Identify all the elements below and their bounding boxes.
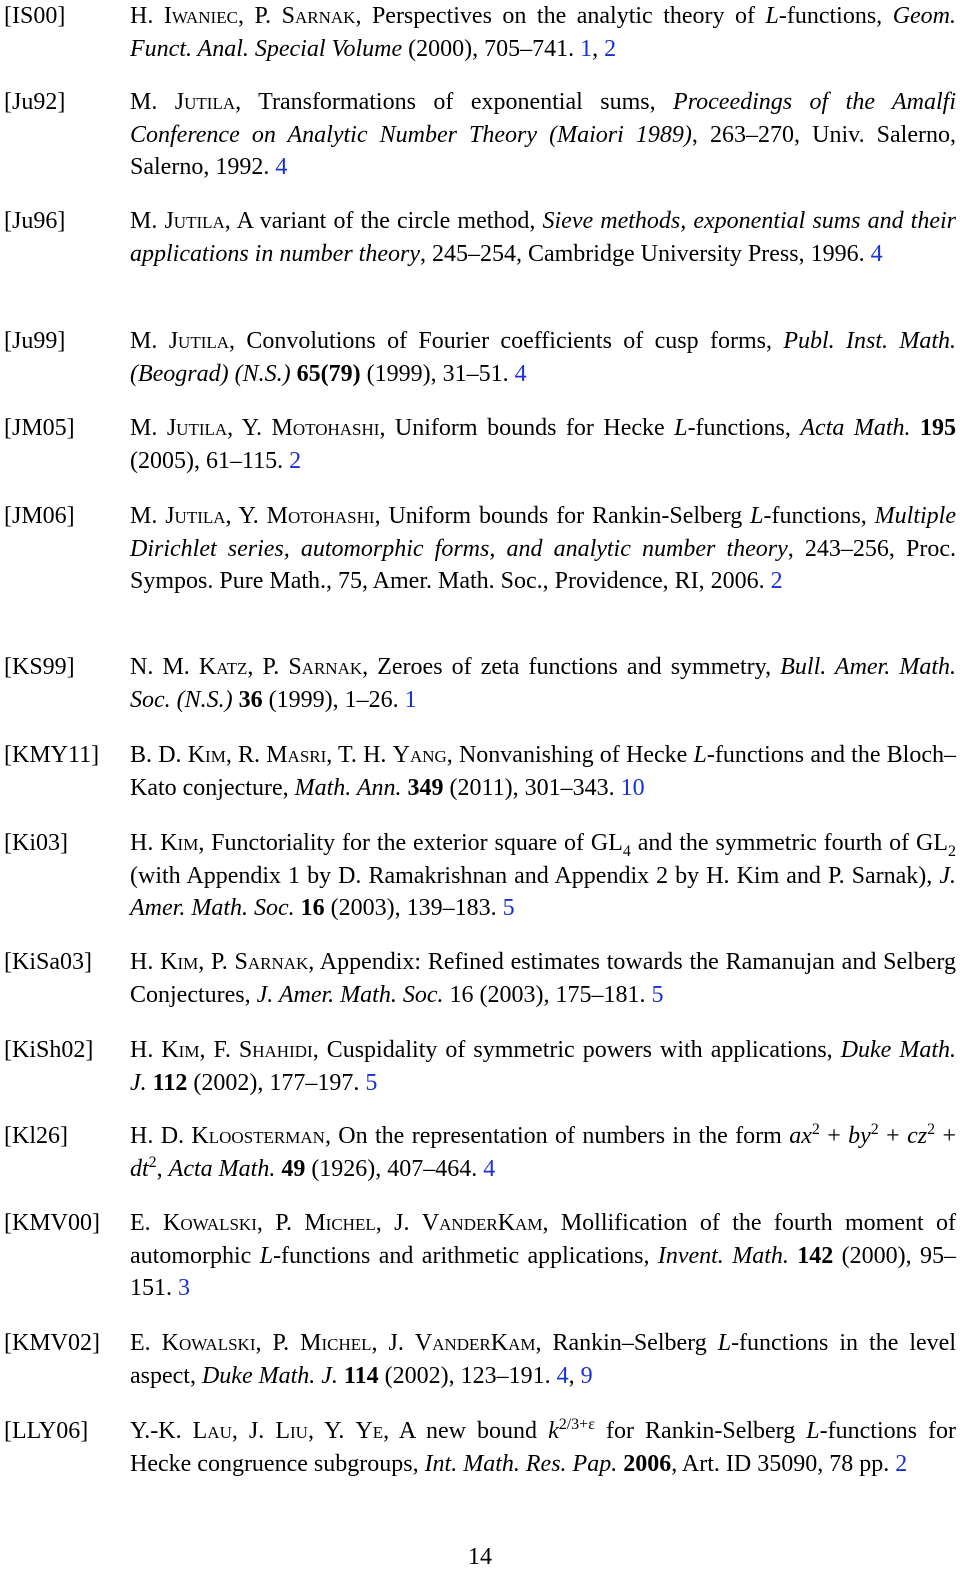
reference-fragment: , 245–254, Cambridge University Press, 1996.	[419, 240, 871, 267]
reference-fragment: dt	[130, 1155, 149, 1182]
reference-fragment: , Nonvanishing of Hecke	[446, 742, 694, 768]
reference-fragment: , Y.	[227, 415, 272, 441]
reference-fragment: , A new bound	[383, 1418, 549, 1444]
reference-fragment: 349	[407, 774, 444, 801]
reference-fragment: M.	[130, 208, 165, 234]
reference-fragment: +	[819, 1123, 849, 1149]
page-backlink[interactable]: 5	[365, 1069, 378, 1096]
reference-fragment: 4	[622, 842, 631, 860]
reference-fragment: , R.	[225, 742, 267, 768]
reference-fragment: 112	[152, 1069, 188, 1096]
reference-fragment: -functions,	[687, 415, 801, 441]
reference-key: [KMY11]	[4, 742, 100, 768]
reference-fragment: , Perspectives on the analytic theory of	[355, 3, 766, 29]
reference-fragment: +	[935, 1123, 957, 1149]
reference-fragment: and the symmetric fourth of GL	[630, 830, 948, 856]
page-backlink[interactable]: 2	[289, 447, 302, 474]
reference-fragment: ax	[789, 1123, 812, 1149]
reference-fragment: H.	[130, 949, 161, 975]
reference-fragment: (with Appendix 1 by D. Ramakrishnan and Appendix 2 by H. Kim and P. Sarnak),	[130, 862, 940, 889]
page-backlink[interactable]: 9	[580, 1362, 593, 1389]
reference-fragment: Multiple Dirichlet series, automorphic forms, and analytic number theory	[130, 503, 956, 562]
reference-fragment: , Transformations of exponential sums,	[235, 89, 674, 115]
reference-text	[130, 86, 956, 184]
reference-fragment: , On the representation of numbers in the form	[324, 1123, 790, 1149]
reference-fragment: , P.	[198, 949, 235, 975]
reference-fragment: Acta Math.	[800, 415, 911, 441]
reference-fragment: Kloosterman	[191, 1123, 325, 1149]
reference-fragment: , J.	[231, 1418, 276, 1444]
reference-fragment: J. Amer. Math. Soc.	[130, 862, 956, 922]
reference-fragment: Duke Math. J.	[130, 1037, 956, 1096]
reference-text	[130, 1207, 956, 1305]
reference-text	[130, 0, 956, 65]
reference-fragment: Ye	[355, 1418, 384, 1444]
page-backlink[interactable]: 2	[604, 35, 617, 62]
reference-fragment: +	[878, 1123, 908, 1149]
reference-fragment: , Appendix: Refined estimates towards the Ramanujan and Selberg Conjectures,	[130, 949, 956, 1008]
reference-fragment: Jutila	[166, 415, 228, 441]
reference-fragment: 2	[811, 1121, 820, 1138]
reference-text	[130, 412, 956, 477]
reference-fragment: -functions,	[778, 3, 893, 29]
reference-fragment: M.	[130, 89, 175, 115]
reference-fragment: Shahidi	[238, 1037, 313, 1063]
page-backlink[interactable]: 5	[502, 895, 515, 922]
reference-text	[130, 651, 956, 716]
reference-text	[130, 1034, 956, 1099]
page-backlink[interactable]: 1	[580, 35, 593, 62]
reference-fragment: Kowalski	[161, 1330, 256, 1356]
reference-fragment: cz	[907, 1123, 928, 1149]
reference-fragment: H.	[130, 3, 164, 29]
reference-text	[130, 739, 956, 804]
reference-key: [KMV00]	[4, 1210, 100, 1236]
reference-fragment: L	[750, 503, 764, 529]
reference-fragment: 2006	[623, 1450, 672, 1477]
reference-fragment: 2	[927, 1121, 936, 1138]
reference-fragment: by	[848, 1123, 871, 1149]
reference-fragment: for Rankin-Selberg	[594, 1418, 807, 1444]
reference-fragment: -functions in the level aspect,	[130, 1330, 956, 1389]
reference-fragment: Michel	[300, 1330, 372, 1356]
reference-fragment: , Functoriality for the exterior square of GL	[198, 830, 623, 856]
reference-fragment: , Cuspidality of symmetric powers with applications,	[312, 1037, 841, 1063]
reference-fragment: , P.	[237, 3, 282, 29]
reference-fragment: Lau	[192, 1418, 232, 1444]
reference-fragment: , 263–270, Univ. Salerno, Salerno, 1992.	[130, 121, 956, 181]
reference-text	[130, 946, 956, 1011]
reference-key: [Kl26]	[4, 1123, 68, 1149]
page-backlink[interactable]: 4	[556, 1362, 569, 1389]
reference-fragment: E.	[130, 1330, 162, 1356]
reference-fragment: (2005), 61–115.	[130, 447, 290, 474]
reference-text	[130, 1327, 956, 1392]
page-backlink[interactable]: 4	[275, 154, 288, 181]
page-backlink[interactable]: 5	[651, 981, 664, 1008]
reference-fragment: Y.-K.	[130, 1418, 193, 1444]
reference-fragment: 36	[238, 686, 263, 713]
reference-fragment: 2	[948, 842, 956, 860]
reference-fragment	[789, 1243, 797, 1269]
reference-fragment: Liu	[275, 1418, 308, 1444]
reference-fragment: , Convolutions of Fourier coefficients of cusp forms,	[229, 328, 784, 354]
reference-fragment: -functions for Hecke congruence subgroups,	[130, 1418, 957, 1477]
reference-key: [JM06]	[4, 503, 75, 529]
reference-fragment: , J.	[375, 1210, 422, 1236]
reference-fragment: L	[674, 415, 688, 441]
reference-fragment: M.	[130, 503, 166, 529]
reference-fragment: ,	[568, 1362, 581, 1389]
reference-fragment: L	[717, 1330, 732, 1356]
reference-fragment: Jutila	[168, 328, 230, 354]
reference-key: [KiSa03]	[4, 949, 92, 975]
reference-fragment: L	[765, 3, 779, 29]
reference-fragment: , A variant of the circle method,	[224, 208, 543, 234]
reference-fragment: (2000), 705–741.	[402, 35, 581, 62]
reference-fragment: B. D.	[130, 742, 188, 768]
reference-fragment: (2002), 123–191.	[378, 1362, 557, 1389]
reference-fragment: Sarnak	[288, 654, 363, 680]
reference-fragment: , Uniform bounds for Hecke	[379, 415, 675, 441]
reference-fragment: Int. Math. Res. Pap.	[424, 1450, 618, 1477]
reference-fragment: Jutila	[174, 89, 236, 115]
reference-fragment: Motohashi	[271, 415, 380, 441]
reference-fragment: Kowalski	[163, 1210, 257, 1236]
reference-fragment: Iwaniec	[163, 3, 238, 29]
reference-fragment: Invent. Math.	[657, 1242, 789, 1269]
reference-text	[130, 205, 956, 270]
reference-fragment: L	[806, 1418, 820, 1444]
reference-fragment: E.	[130, 1210, 164, 1236]
reference-fragment: Sieve methods, exponential sums and their applications in number theory	[130, 208, 957, 267]
reference-fragment: Kim	[161, 1037, 200, 1063]
reference-fragment: L	[259, 1242, 274, 1269]
reference-fragment: 2/3+ε	[558, 1416, 595, 1433]
reference-fragment: M.	[130, 415, 167, 441]
reference-fragment: (2011), 301–343.	[443, 774, 621, 801]
reference-fragment: , Y.	[225, 503, 267, 529]
reference-fragment: Bull. Amer. Math. Soc. (N.S.)	[130, 654, 957, 713]
reference-fragment: (1926), 407–464.	[305, 1155, 484, 1182]
reference-fragment: Kim	[187, 742, 226, 768]
reference-fragment: Duke Math. J.	[201, 1362, 338, 1389]
reference-fragment: , F.	[199, 1037, 239, 1063]
reference-fragment: M.	[130, 328, 169, 354]
page-backlink[interactable]: 4	[514, 360, 527, 387]
reference-fragment: Sarnak	[281, 3, 356, 29]
reference-fragment: (2002), 177–197.	[187, 1069, 366, 1096]
reference-fragment: Acta Math.	[168, 1155, 276, 1182]
reference-fragment: Michel	[304, 1210, 376, 1236]
reference-fragment: Kim	[160, 949, 199, 975]
page-backlink[interactable]: 3	[178, 1275, 190, 1302]
reference-fragment: Geom. Funct. Anal. Special Volume	[130, 3, 957, 62]
reference-fragment: , P.	[247, 654, 289, 680]
reference-fragment: VanderKam	[414, 1330, 536, 1356]
reference-fragment: 142	[797, 1242, 834, 1269]
reference-fragment: Sarnak	[234, 949, 309, 975]
reference-fragment: -functions and the Bloch–Kato conjecture,	[130, 742, 956, 801]
reference-fragment: 114	[343, 1362, 379, 1389]
reference-key: [LLY06]	[4, 1418, 89, 1444]
reference-fragment: , Rankin–Selberg	[535, 1330, 718, 1356]
reference-fragment: , 243–256, Proc. Sympos. Pure Math., 75, Amer. Math. Soc., Providence, RI, 2006.	[130, 535, 956, 595]
reference-text	[130, 325, 956, 390]
reference-fragment: , J.	[371, 1330, 415, 1356]
reference-text	[130, 1120, 956, 1185]
reference-fragment: Publ. Inst. Math. (Beograd) (N.S.)	[130, 328, 956, 387]
reference-fragment: 2	[148, 1153, 157, 1171]
reference-fragment: , Y.	[307, 1418, 356, 1444]
page-backlink[interactable]: 10	[620, 774, 645, 801]
reference-fragment: -functions and arithmetic applications,	[273, 1242, 658, 1269]
reference-fragment: 16	[300, 895, 325, 922]
reference-fragment: -functions,	[763, 503, 875, 529]
reference-fragment: (1999), 31–51.	[360, 360, 515, 387]
reference-fragment: Jutila	[164, 208, 225, 234]
reference-fragment: , Zeroes of zeta functions and symmetry,	[362, 654, 781, 680]
reference-fragment: 65(79)	[296, 360, 361, 387]
reference-fragment: VanderKam	[421, 1210, 543, 1236]
reference-fragment: , P.	[255, 1330, 301, 1356]
reference-text	[130, 827, 956, 925]
page-backlink[interactable]: 4	[870, 240, 883, 267]
page-backlink[interactable]: 4	[483, 1155, 496, 1182]
reference-fragment: ,	[592, 35, 605, 62]
reference-fragment: k	[548, 1418, 559, 1444]
reference-fragment: 2	[870, 1121, 879, 1138]
page-backlink[interactable]: 2	[895, 1450, 908, 1477]
reference-fragment: J. Amer. Math. Soc.	[256, 981, 444, 1008]
reference-fragment: N. M.	[130, 654, 199, 680]
reference-fragment: (2003), 139–183.	[324, 895, 503, 922]
reference-text	[130, 500, 956, 598]
reference-fragment: , P.	[256, 1210, 305, 1236]
reference-fragment: H.	[130, 1037, 162, 1063]
reference-fragment: Jutila	[165, 503, 226, 529]
reference-key: [KS99]	[4, 654, 75, 680]
page-number: 14	[468, 1544, 492, 1570]
reference-fragment: (2000), 95–151.	[130, 1242, 957, 1302]
reference-key: [KiSh02]	[4, 1037, 94, 1063]
reference-fragment: , Uniform bounds for Rankin-Selberg	[374, 503, 751, 529]
reference-key: [Ju96]	[4, 208, 66, 234]
reference-fragment: 49	[281, 1155, 306, 1182]
reference-fragment	[911, 415, 921, 441]
reference-fragment: 16 (2003), 175–181.	[443, 981, 652, 1008]
reference-fragment: 195	[920, 415, 957, 441]
reference-fragment: Motohashi	[266, 503, 375, 529]
reference-fragment: ,	[156, 1155, 169, 1182]
reference-fragment: Math. Ann.	[294, 774, 402, 801]
reference-fragment: L	[693, 742, 707, 768]
reference-fragment: Proceedings of the Amalfi Conference on Analytic Number Theory (Maiori 1989)	[130, 89, 957, 148]
reference-fragment: H.	[130, 830, 161, 856]
reference-fragment: , T. H.	[326, 742, 393, 768]
reference-fragment: , Art. ID 35090, 78 pp.	[671, 1450, 896, 1477]
page-backlink[interactable]: 1	[404, 686, 417, 713]
reference-key: [Ju99]	[4, 328, 66, 354]
reference-key: [Ju92]	[4, 89, 66, 115]
page-backlink[interactable]: 2	[770, 568, 783, 595]
reference-fragment: (1999), 1–26.	[262, 686, 405, 713]
reference-fragment: , Mollification of the fourth moment of automorphic	[130, 1210, 956, 1269]
reference-key: [KMV02]	[4, 1330, 100, 1356]
reference-fragment: Yang	[392, 742, 447, 768]
reference-key: [IS00]	[4, 3, 66, 29]
reference-fragment: Katz	[198, 654, 248, 680]
reference-key: [Ki03]	[4, 830, 68, 856]
reference-fragment: H. D.	[130, 1123, 192, 1149]
reference-fragment: Kim	[160, 830, 199, 856]
reference-key: [JM05]	[4, 415, 75, 441]
reference-fragment: Masri	[266, 742, 327, 768]
reference-text	[130, 1415, 956, 1480]
